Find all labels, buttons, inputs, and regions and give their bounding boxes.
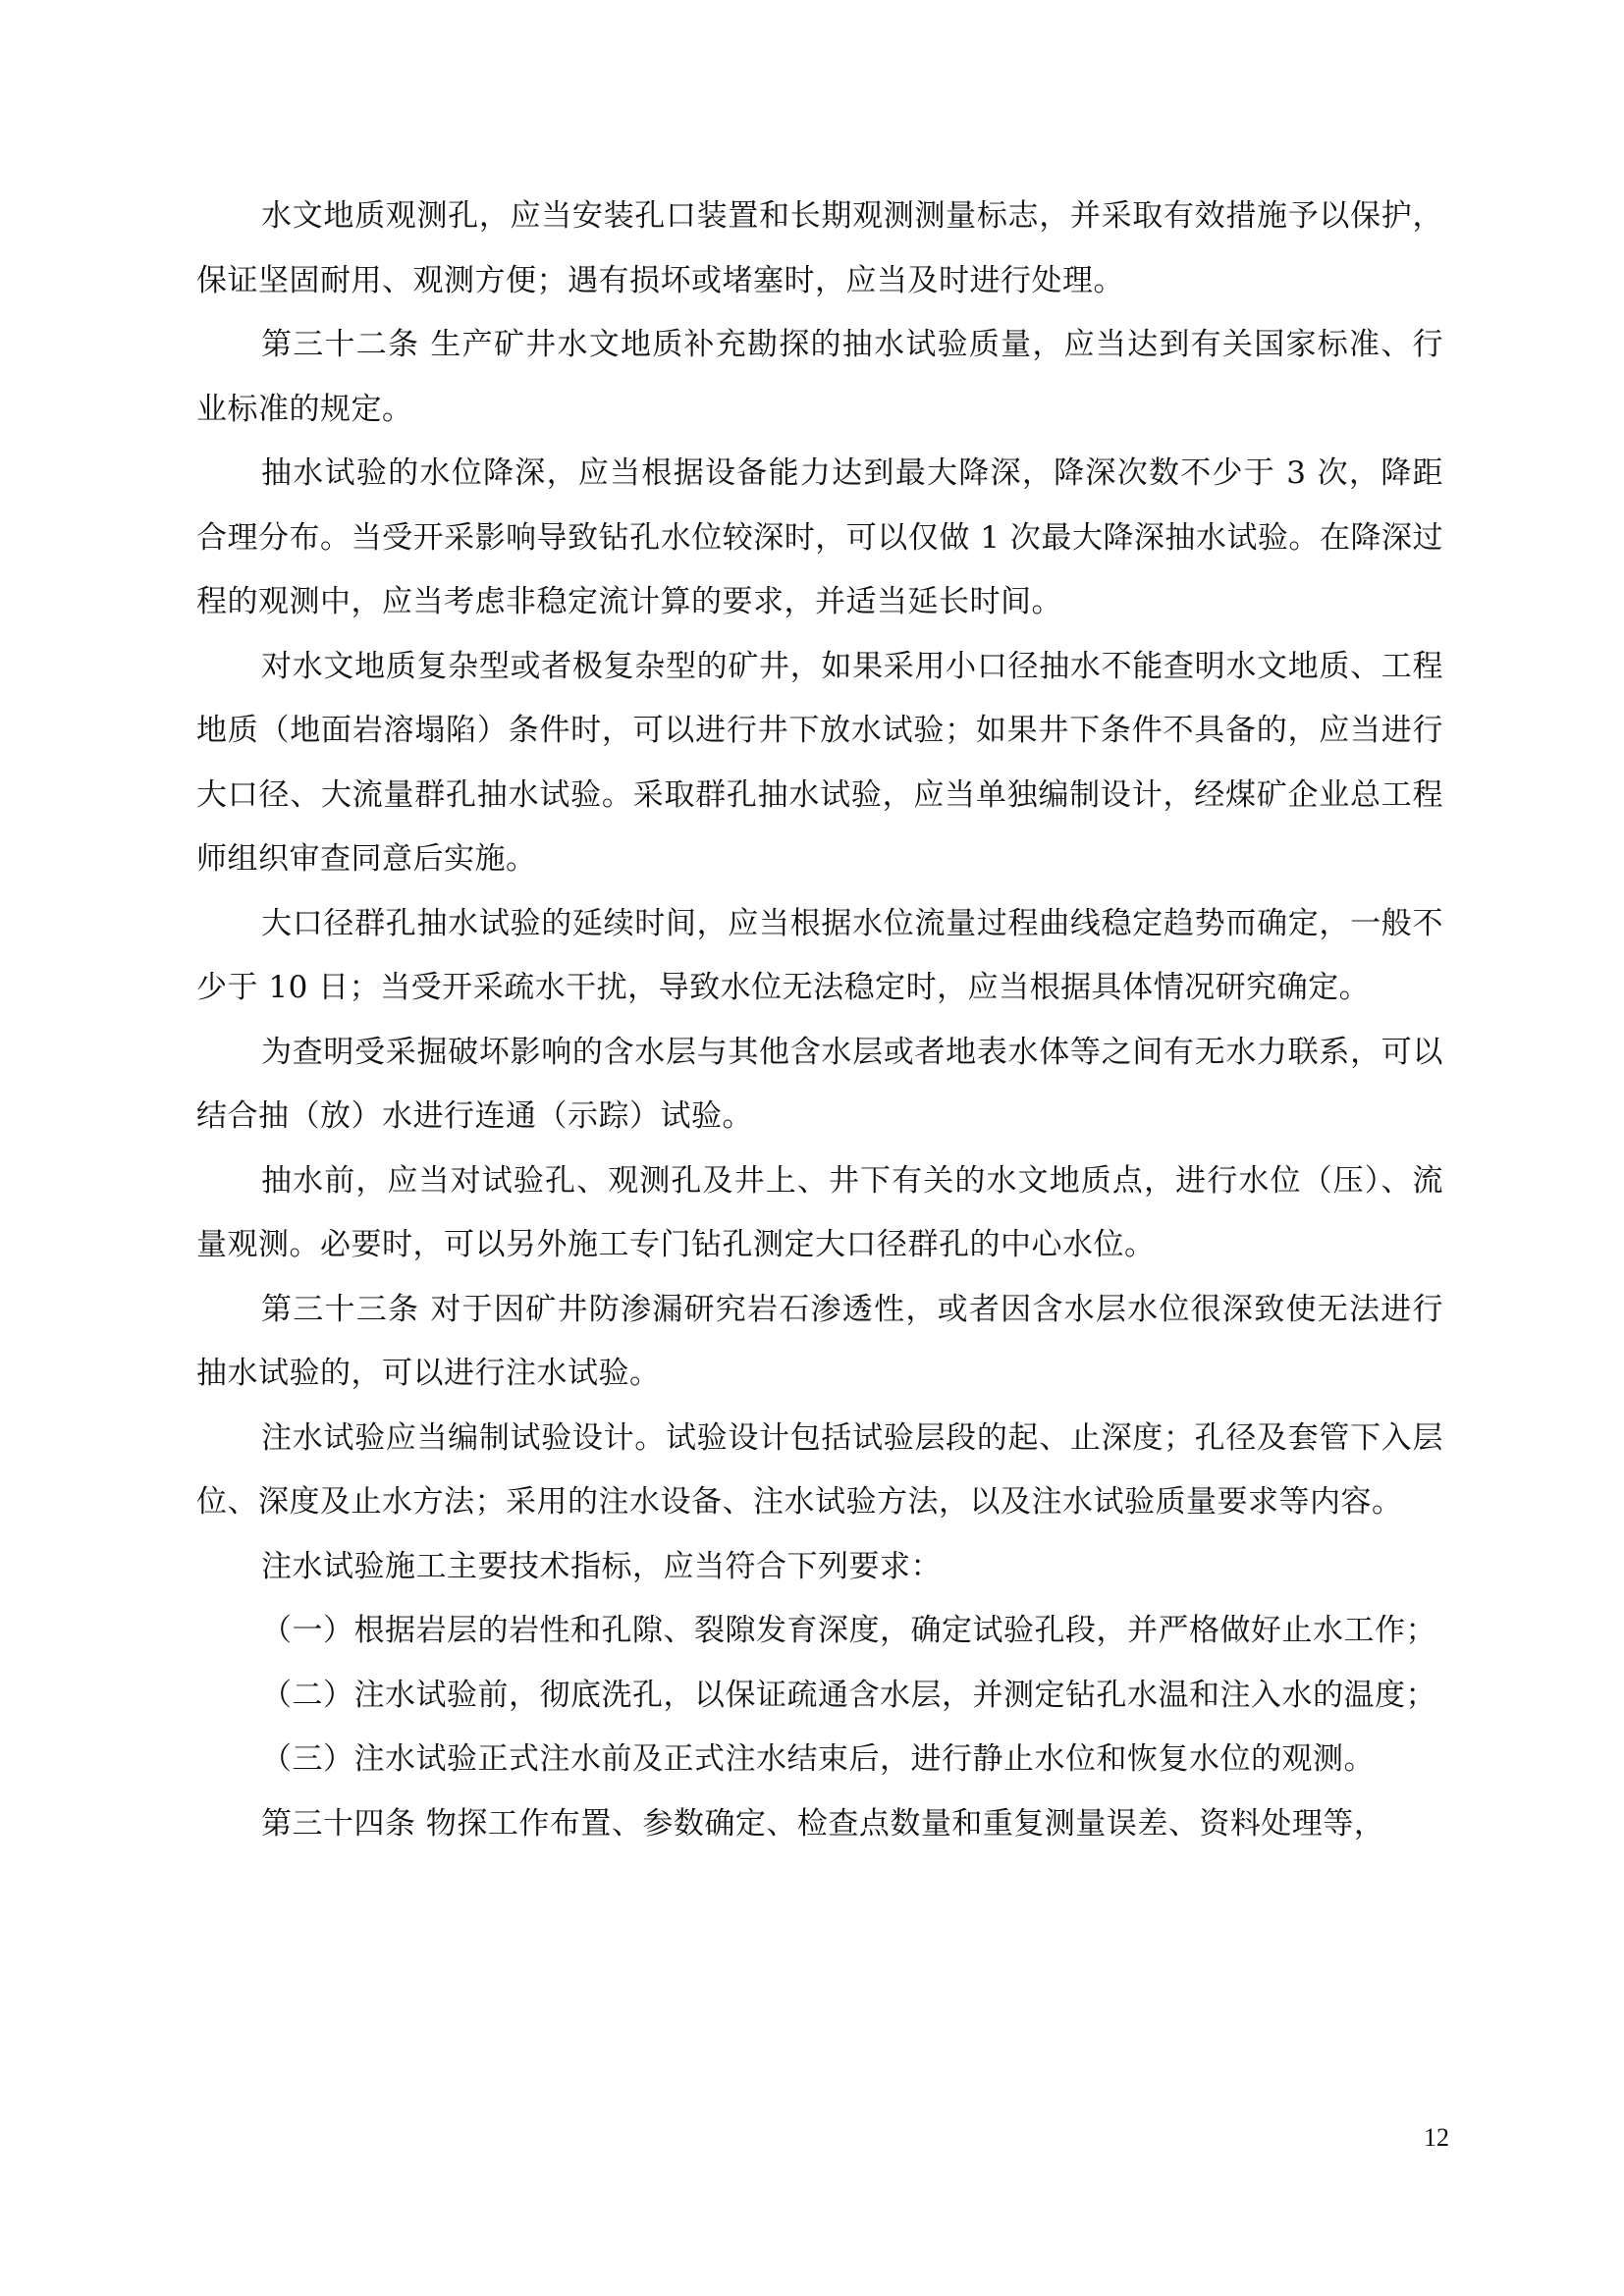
paragraph: 为查明受采掘破坏影响的含水层与其他含水层或者地表水体等之间有无水力联系，可以结合抽（放）水进行连通（示踪）试验。	[196, 1034, 1443, 1134]
paragraph: （二）注水试验前，彻底洗孔，以保证疏通含水层，并测定钻孔水温和注入水的温度；	[261, 1677, 1436, 1713]
paragraph: （三）注水试验正式注水前及正式注水结束后，进行静止水位和恢复水位的观测。	[261, 1741, 1375, 1777]
paragraph: 注水试验应当编制试验设计。试验设计包括试验层段的起、止深度；孔径及套管下入层位、深度及止水方法；采用的注水设备、注水试验方法，以及注水试验质量要求等内容。	[196, 1419, 1443, 1520]
body-text	[196, 185, 1443, 1856]
paragraph: 水文地质观测孔，应当安装孔口装置和长期观测测量标志，并采取有效措施予以保护，保证坚固耐用、观测方便；遇有损坏或堵塞时，应当及时进行处理。	[196, 198, 1443, 298]
paragraph: 抽水前，应当对试验孔、观测孔及井上、井下有关的水文地质点，进行水位（压）、流量观测。必要时，可以另外施工专门钻孔测定大口径群孔的中心水位。	[196, 1162, 1443, 1262]
page-number: 12	[1424, 2123, 1449, 2152]
paragraph: 第三十二条 生产矿井水文地质补充勘探的抽水试验质量，应当达到有关国家标准、行业标准的规定。	[196, 327, 1443, 427]
paragraph: 大口径群孔抽水试验的延续时间，应当根据水位流量过程曲线稳定趋势而确定，一般不少于 10 日；当受开采疏水干扰，导致水位无法稳定时，应当根据具体情况研究确定。	[196, 905, 1443, 1005]
paragraph: 注水试验施工主要技术指标，应当符合下列要求：	[261, 1548, 942, 1584]
paragraph: 第三十三条 对于因矿井防渗漏研究岩石渗透性，或者因含水层水位很深致使无法进行抽水试验的，可以进行注水试验。	[196, 1291, 1443, 1391]
paragraph: 对水文地质复杂型或者极复杂型的矿井，如果采用小口径抽水不能查明水文地质、工程地质（地面岩溶塌陷）条件时，可以进行井下放水试验；如果井下条件不具备的，应当进行大口径、大流量群孔抽水试验。采取群孔抽水试验，应当单独编制设计，经煤矿企业总工程师组织审查同意后实施。	[196, 648, 1443, 877]
paragraph: 第三十四条 物探工作布置、参数确定、检查点数量和重复测量误差、资料处理等，	[261, 1805, 1385, 1842]
paragraph: 抽水试验的水位降深，应当根据设备能力达到最大降深，降深次数不少于 3 次，降距合理分布。当受开采影响导致钻孔水位较深时，可以仅做 1 次最大降深抽水试验。在降深过程的观测中，应当考虑非稳定流计算的要求，并适当延长时间。	[196, 455, 1443, 619]
paragraph: （一）根据岩层的岩性和孔隙、裂隙发育深度，确定试验孔段，并严格做好止水工作；	[261, 1613, 1436, 1648]
